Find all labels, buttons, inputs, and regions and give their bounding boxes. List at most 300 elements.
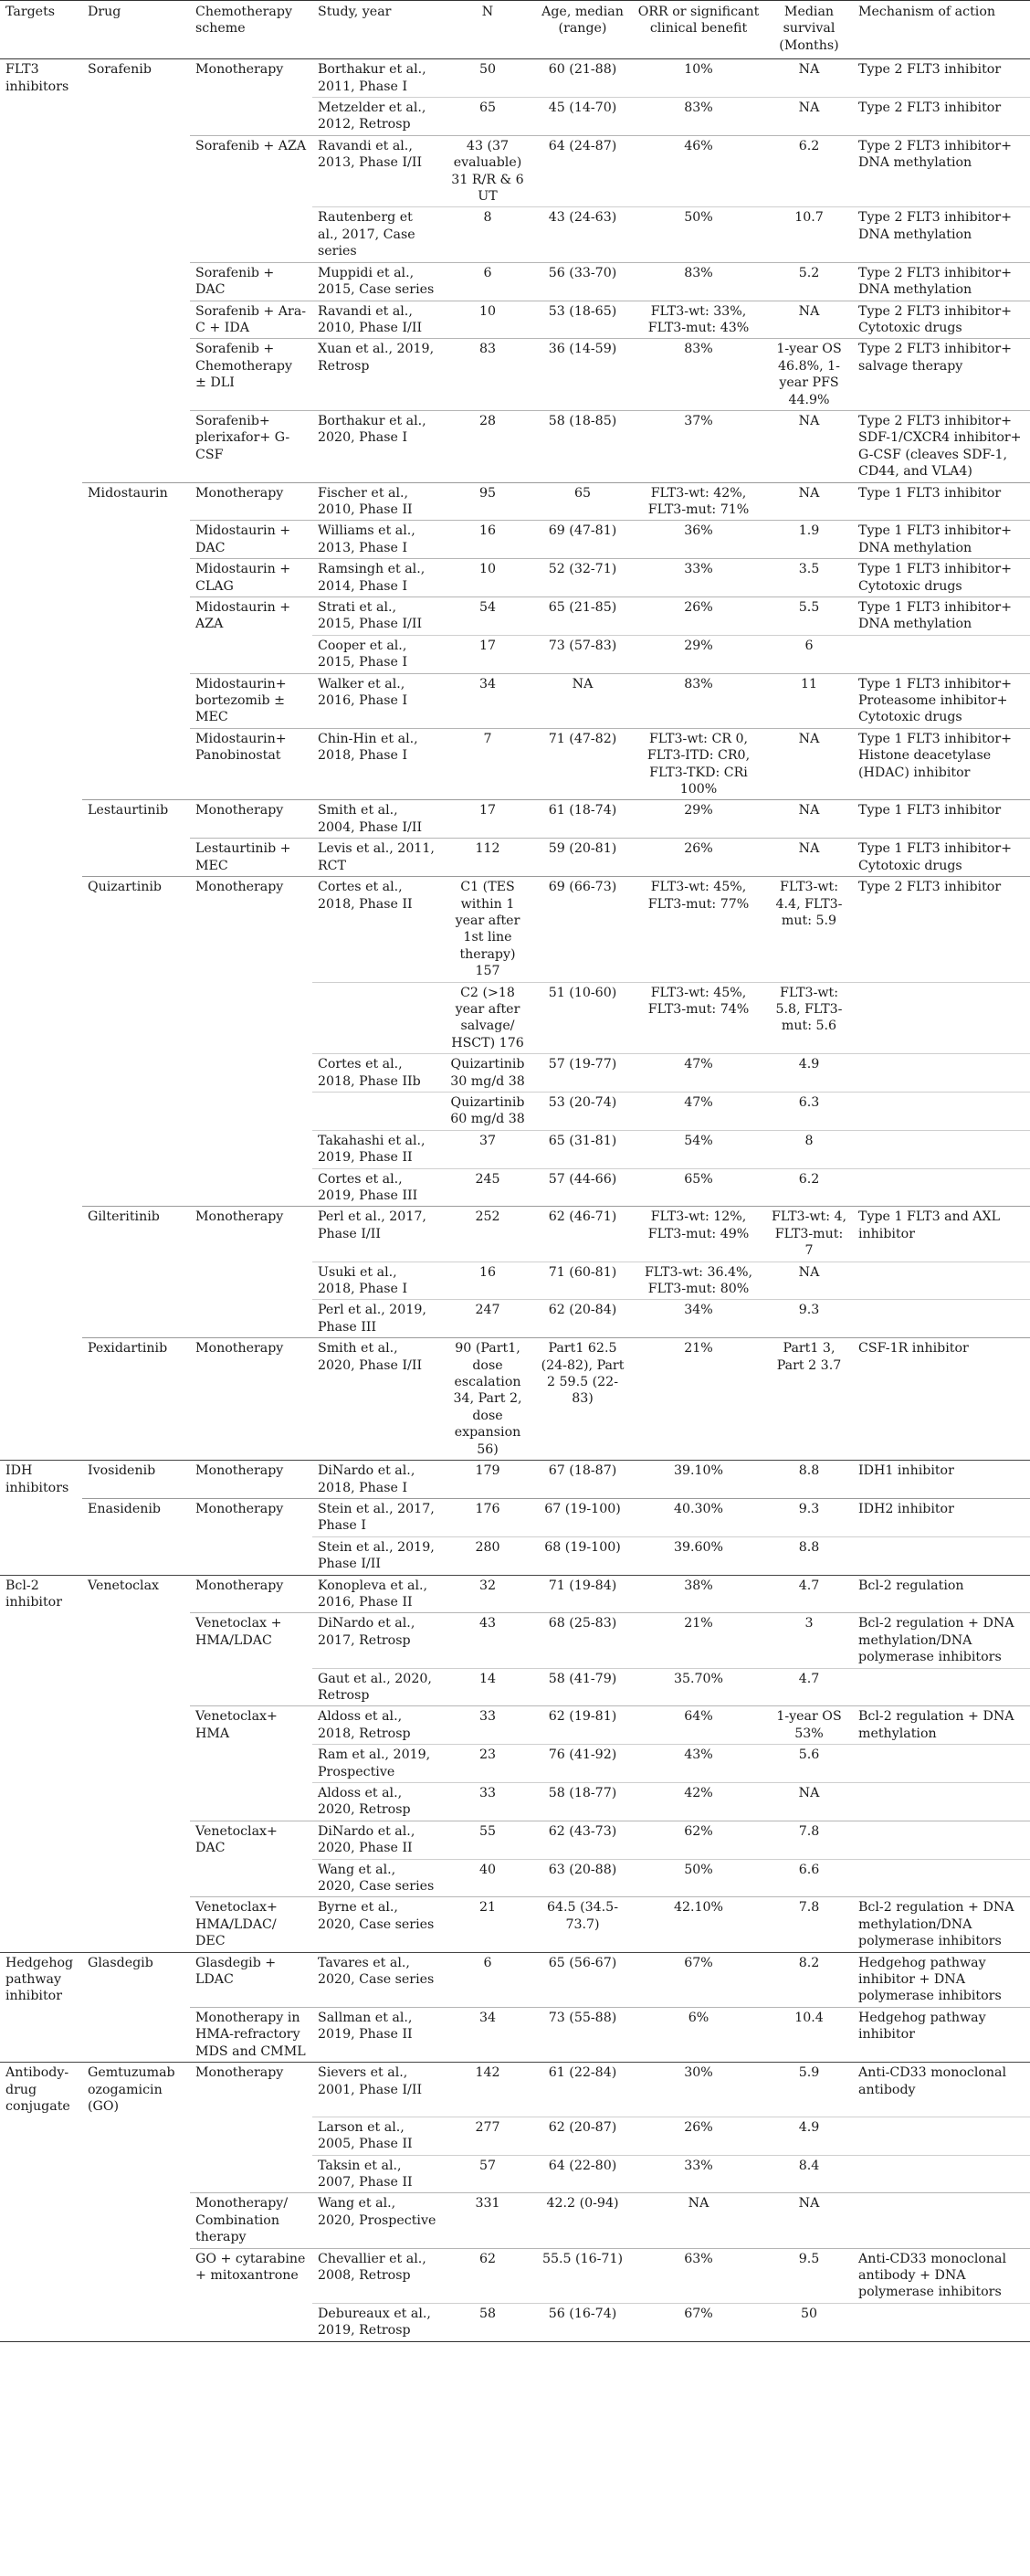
scheme-cell [190, 2303, 312, 2341]
n-cell: 50 [478, 62, 497, 78]
survival-cell: 4.7 [765, 1668, 853, 1706]
age-cell: 65 (56-67) [533, 1952, 632, 2007]
study-cell: Borthakur et al., 2011, Phase I [318, 62, 426, 94]
orr-cell: FLT3-wt: CR 0, FLT3-ITD: CR0, FLT3-TKD: CRi 100% [632, 728, 765, 800]
header-n: N [442, 1, 533, 59]
drug-cell [82, 1745, 190, 1783]
target-cell [0, 1262, 82, 1300]
target-cell [0, 800, 82, 839]
survival-cell: FLT3-wt: 5.8, FLT3-mut: 5.6 [765, 982, 853, 1054]
age-cell: 58 (18-77) [533, 1783, 632, 1821]
study-cell: Xuan et al., 2019, Retrosp [312, 339, 442, 411]
orr-cell: 42% [632, 1783, 765, 1821]
study-cell: Aldoss et al., 2020, Retrosp [312, 1783, 442, 1821]
survival-cell: NA [765, 839, 853, 877]
scheme-cell: Venetoclax+ DAC [190, 1821, 312, 1859]
drug-cell [82, 728, 190, 800]
n-cell: 58 [442, 2303, 533, 2341]
scheme-cell: Sorafenib+ plerixafor+ G-CSF [190, 410, 312, 482]
drug-cell: Quizartinib [82, 877, 190, 982]
table-row [0, 839, 1030, 877]
scheme-cell [190, 1168, 312, 1207]
table-row [0, 1498, 1030, 1536]
table-row [0, 1897, 1030, 1952]
mechanism-cell [853, 1668, 1030, 1706]
age-cell: 64.5 (34.5-73.7) [533, 1897, 632, 1952]
age-cell: 51 (10-60) [533, 982, 632, 1054]
target-cell [0, 482, 82, 521]
scheme-cell: Monotherapy [195, 62, 284, 78]
drug-cell [82, 1168, 190, 1207]
table-row [0, 1130, 1030, 1168]
age-cell: 53 (18-65) [533, 301, 632, 339]
survival-cell: 4.9 [765, 2117, 853, 2155]
scheme-cell [190, 1536, 312, 1575]
orr-cell: 65% [632, 1168, 765, 1207]
age-cell: 64 (24-87) [533, 135, 632, 207]
mechanism-cell: Type 1 FLT3 inhibitor+ Cytotoxic drugs [853, 839, 1030, 877]
scheme-cell [190, 1859, 312, 1897]
drug-cell [82, 98, 190, 136]
table-row [0, 1668, 1030, 1706]
table-row [0, 2303, 1030, 2341]
target-cell [0, 1783, 82, 1821]
target-cell [0, 1821, 82, 1859]
n-cell: 247 [442, 1300, 533, 1338]
orr-cell: 21% [632, 1338, 765, 1461]
study-cell: Fischer et al., 2010, Phase II [312, 482, 442, 521]
target-cell [0, 1092, 82, 1130]
study-cell: Ram et al., 2019, Prospective [312, 1745, 442, 1783]
survival-cell: NA [765, 800, 853, 839]
orr-cell: 21% [632, 1613, 765, 1668]
age-cell: 56 (33-70) [533, 262, 632, 301]
orr-cell: 64% [632, 1706, 765, 1745]
study-cell: DiNardo et al., 2018, Phase I [312, 1461, 442, 1499]
n-cell: 34 [442, 2007, 533, 2062]
age-cell: 62 (20-87) [533, 2117, 632, 2155]
target-cell [0, 2193, 82, 2248]
age-cell: 67 (19-100) [533, 1498, 632, 1536]
drug-cell: Pexidartinib [82, 1338, 190, 1461]
scheme-cell: Monotherapy [190, 800, 312, 839]
scheme-cell: Monotherapy [190, 482, 312, 521]
survival-cell: 10.7 [765, 207, 853, 262]
study-cell: Usuki et al., 2018, Phase I [312, 1262, 442, 1300]
drug-cell [82, 410, 190, 482]
table-row [0, 1952, 1030, 2007]
survival-cell: 6.2 [765, 135, 853, 207]
n-cell: 62 [442, 2248, 533, 2303]
study-cell: Cortes et al., 2019, Phase III [312, 1168, 442, 1207]
study-cell: Stein et al., 2017, Phase I [312, 1498, 442, 1536]
survival-cell: NA [765, 410, 853, 482]
n-cell: 7 [442, 728, 533, 800]
scheme-cell [190, 1092, 312, 1130]
target-cell [0, 98, 82, 136]
drug-cell: Sorafenib [88, 62, 152, 78]
table-row [0, 1613, 1030, 1668]
mechanism-cell [853, 1262, 1030, 1300]
drug-cell: Glasdegib [82, 1952, 190, 2007]
scheme-cell [190, 982, 312, 1054]
orr-cell: 67% [632, 2303, 765, 2341]
age-cell: 68 (25-83) [533, 1613, 632, 1668]
study-cell: Ramsingh et al., 2014, Phase I [312, 559, 442, 597]
scheme-cell [190, 1262, 312, 1300]
orr-cell: 50% [632, 1859, 765, 1897]
scheme-cell: GO + cytarabine + mitoxantrone [190, 2248, 312, 2303]
target-cell [0, 1207, 82, 1262]
mechanism-cell [853, 2193, 1030, 2248]
study-cell: Levis et al., 2011, RCT [312, 839, 442, 877]
orr-cell: 40.30% [632, 1498, 765, 1536]
drug-cell: Lestaurtinib [82, 800, 190, 839]
mechanism-cell: IDH1 inhibitor [853, 1461, 1030, 1499]
drug-cell [82, 982, 190, 1054]
orr-cell: 30% [632, 2063, 765, 2117]
table-row [0, 135, 1030, 207]
study-cell: Ravandi et al., 2010, Phase I/II [312, 301, 442, 339]
survival-cell: NA [765, 1262, 853, 1300]
n-cell: 17 [442, 800, 533, 839]
orr-cell: FLT3-wt: 36.4%, FLT3-mut: 80% [632, 1262, 765, 1300]
survival-cell: Part1 3, Part 2 3.7 [765, 1338, 853, 1461]
age-cell: 73 (55-88) [533, 2007, 632, 2062]
target-cell [0, 339, 82, 411]
target-cell [0, 1613, 82, 1668]
target-cell [0, 559, 82, 597]
drug-cell [82, 521, 190, 559]
target-cell [0, 301, 82, 339]
study-cell: DiNardo et al., 2020, Phase II [312, 1821, 442, 1859]
scheme-cell [190, 1130, 312, 1168]
study-cell: Cooper et al., 2015, Phase I [312, 635, 442, 673]
orr-cell: 37% [632, 410, 765, 482]
survival-cell: 7.8 [765, 1897, 853, 1952]
table-row [0, 1168, 1030, 1207]
n-cell: C1 (TES within 1 year after 1st line therapy) 157 [442, 877, 533, 982]
n-cell: 176 [442, 1498, 533, 1536]
survival-cell: 6.6 [765, 1859, 853, 1897]
mechanism-cell: Type 2 FLT3 inhibitor+ DNA methylation [853, 135, 1030, 207]
n-cell: 43 [442, 1613, 533, 1668]
drug-cell [82, 1783, 190, 1821]
survival-cell: NA [765, 482, 853, 521]
mechanism-cell: IDH2 inhibitor [853, 1498, 1030, 1536]
drug-cell [82, 1092, 190, 1130]
orr-cell: 33% [632, 559, 765, 597]
survival-cell: 5.5 [765, 597, 853, 636]
age-cell: 59 (20-81) [533, 839, 632, 877]
table-row [0, 1054, 1030, 1093]
study-cell: Chin-Hin et al., 2018, Phase I [312, 728, 442, 800]
survival-cell: 8.8 [765, 1461, 853, 1499]
scheme-cell [190, 1054, 312, 1093]
age-cell: 65 (21-85) [533, 597, 632, 636]
drug-cell [82, 339, 190, 411]
study-cell: Taksin et al., 2007, Phase II [312, 2155, 442, 2193]
n-cell: 17 [442, 635, 533, 673]
table-row [0, 1092, 1030, 1130]
target-cell [0, 1668, 82, 1706]
drug-cell [82, 135, 190, 207]
drug-cell [82, 1821, 190, 1859]
mechanism-cell [853, 982, 1030, 1054]
table-row [0, 2117, 1030, 2155]
age-cell: 36 (14-59) [533, 339, 632, 411]
scheme-cell: Midostaurin+ Panobinostat [190, 728, 312, 800]
survival-cell: 3 [765, 1613, 853, 1668]
mechanism-cell [853, 1168, 1030, 1207]
age-cell: 58 (18-85) [533, 410, 632, 482]
drug-cell [82, 2248, 190, 2303]
mechanism-cell: Anti-CD33 monoclonal antibody + DNA polymerase inhibitors [853, 2248, 1030, 2303]
age-cell: Part1 62.5 (24-82), Part 2 59.5 (22-83) [533, 1338, 632, 1461]
target-cell [0, 2117, 82, 2155]
n-cell: 331 [442, 2193, 533, 2248]
study-cell: Aldoss et al., 2018, Retrosp [312, 1706, 442, 1745]
survival-cell: 5.9 [765, 2063, 853, 2117]
age-cell: 62 (20-84) [533, 1300, 632, 1338]
survival-cell: 1-year OS 53% [765, 1706, 853, 1745]
orr-cell: 10% [684, 62, 713, 78]
table-row [0, 301, 1030, 339]
age-cell: 63 (20-88) [533, 1859, 632, 1897]
mechanism-cell: Type 1 FLT3 inhibitor+ Cytotoxic drugs [853, 559, 1030, 597]
orr-cell: FLT3-wt: 12%, FLT3-mut: 49% [632, 1207, 765, 1262]
drug-cell [82, 1613, 190, 1668]
age-cell: 53 (20-74) [533, 1092, 632, 1130]
age-cell: 69 (47-81) [533, 521, 632, 559]
drug-cell [82, 673, 190, 728]
n-cell: 43 (37 evaluable) 31 R/R & 6 UT [442, 135, 533, 207]
mechanism-cell: Type 1 FLT3 inhibitor+ Histone deacetylase (HDAC) inhibitor [853, 728, 1030, 800]
mechanism-cell [853, 1300, 1030, 1338]
study-cell: Debureaux et al., 2019, Retrosp [312, 2303, 442, 2341]
survival-cell: 9.5 [765, 2248, 853, 2303]
drug-cell [82, 2155, 190, 2193]
table-row [0, 877, 1030, 982]
study-cell [312, 982, 442, 1054]
orr-cell: 26% [632, 2117, 765, 2155]
mechanism-cell: Bcl-2 regulation + DNA methylation [853, 1706, 1030, 1745]
scheme-cell: Venetoclax+ HMA/LDAC/ DEC [190, 1897, 312, 1952]
age-cell: 73 (57-83) [533, 635, 632, 673]
n-cell: 33 [442, 1783, 533, 1821]
target-cell [0, 410, 82, 482]
mechanism-cell [853, 1859, 1030, 1897]
n-cell: 112 [442, 839, 533, 877]
mechanism-cell: Type 1 FLT3 and AXL inhibitor [853, 1207, 1030, 1262]
mechanism-cell: Hedgehog pathway inhibitor [853, 2007, 1030, 2062]
study-cell: DiNardo et al., 2017, Retrosp [312, 1613, 442, 1668]
study-cell: Tavares et al., 2020, Case series [312, 1952, 442, 2007]
age-cell: 71 (47-82) [533, 728, 632, 800]
target-cell [0, 135, 82, 207]
target-cell [0, 1168, 82, 1207]
orr-cell: 62% [632, 1821, 765, 1859]
orr-cell: 83% [632, 98, 765, 136]
survival-cell: 5.6 [765, 1745, 853, 1783]
drug-cell: Enasidenib [82, 1498, 190, 1536]
target-cell [0, 207, 82, 262]
orr-cell: 29% [632, 800, 765, 839]
study-cell: Sallman et al., 2019, Phase II [312, 2007, 442, 2062]
drug-cell [82, 262, 190, 301]
scheme-cell: Midostaurin + AZA [190, 597, 312, 636]
mechanism-cell: Type 2 FLT3 inhibitor [853, 98, 1030, 136]
orr-cell: 33% [632, 2155, 765, 2193]
drug-cell [82, 1859, 190, 1897]
mechanism-cell: Bcl-2 regulation [853, 1575, 1030, 1613]
table-row [0, 262, 1030, 301]
mechanism-cell [853, 1130, 1030, 1168]
mechanism-cell [853, 1092, 1030, 1130]
survival-cell: NA [798, 62, 820, 78]
target-cell [0, 728, 82, 800]
orr-cell: FLT3-wt: 42%, FLT3-mut: 71% [632, 482, 765, 521]
scheme-cell: Monotherapy [190, 1338, 312, 1461]
survival-cell: 5.2 [765, 262, 853, 301]
survival-cell: 9.3 [765, 1498, 853, 1536]
header-orr: ORR or significant clinical benefit [632, 1, 765, 59]
orr-cell: 34% [632, 1300, 765, 1338]
orr-cell: 47% [632, 1054, 765, 1093]
survival-cell: FLT3-wt: 4, FLT3-mut: 7 [765, 1207, 853, 1262]
orr-cell: 36% [632, 521, 765, 559]
study-cell: Konopleva et al., 2016, Phase II [312, 1575, 442, 1613]
survival-cell: 1.9 [765, 521, 853, 559]
survival-cell: 50 [765, 2303, 853, 2341]
target-cell [0, 1859, 82, 1897]
mechanism-cell [853, 1745, 1030, 1783]
target-cell [0, 2248, 82, 2303]
n-cell: 179 [442, 1461, 533, 1499]
n-cell: 34 [442, 673, 533, 728]
target-cell [0, 262, 82, 301]
survival-cell: 11 [765, 673, 853, 728]
drug-cell [82, 301, 190, 339]
scheme-cell: Midostaurin+ bortezomib ± MEC [190, 673, 312, 728]
target-cell [0, 635, 82, 673]
table-row [0, 207, 1030, 262]
study-cell [312, 1092, 442, 1130]
age-cell: 61 (18-74) [533, 800, 632, 839]
study-cell: Perl et al., 2019, Phase III [312, 1300, 442, 1338]
scheme-cell: Monotherapy [190, 1461, 312, 1499]
orr-cell: NA [632, 2193, 765, 2248]
age-cell: 62 (46-71) [533, 1207, 632, 1262]
age-cell: 45 (14-70) [533, 98, 632, 136]
orr-cell: 39.10% [632, 1461, 765, 1499]
orr-cell: 46% [632, 135, 765, 207]
scheme-cell: Monotherapy [190, 1498, 312, 1536]
age-cell: 55.5 (16-71) [533, 2248, 632, 2303]
study-cell: Larson et al., 2005, Phase II [312, 2117, 442, 2155]
target-cell [0, 673, 82, 728]
table-row [0, 521, 1030, 559]
scheme-cell: Sorafenib + Ara-C + IDA [190, 301, 312, 339]
target-cell [0, 1897, 82, 1952]
scheme-cell: Monotherapy [190, 1575, 312, 1613]
n-cell: 280 [442, 1536, 533, 1575]
orr-cell: 50% [632, 207, 765, 262]
mechanism-cell: Type 1 FLT3 inhibitor [853, 482, 1030, 521]
table-row [0, 2155, 1030, 2193]
orr-cell: 38% [632, 1575, 765, 1613]
mechanism-cell [853, 2155, 1030, 2193]
drug-cell [82, 597, 190, 636]
drug-cell [82, 1130, 190, 1168]
table-row [0, 1575, 1030, 1613]
study-cell: Smith et al., 2004, Phase I/II [312, 800, 442, 839]
scheme-cell: Monotherapy [190, 1207, 312, 1262]
scheme-cell: Sorafenib + AZA [190, 135, 312, 207]
table-row [0, 1783, 1030, 1821]
target-cell [0, 1300, 82, 1338]
orr-cell: 54% [632, 1130, 765, 1168]
table-row [0, 673, 1030, 728]
age-cell: 57 (19-77) [533, 1054, 632, 1093]
n-cell: 21 [442, 1897, 533, 1952]
mechanism-cell [853, 1783, 1030, 1821]
target-cell: Hedgehog pathway inhibitor [0, 1952, 82, 2007]
orr-cell: 26% [632, 597, 765, 636]
table-row [0, 1745, 1030, 1783]
drug-cell [82, 635, 190, 673]
table-row [0, 2007, 1030, 2062]
orr-cell: 83% [632, 339, 765, 411]
table-row [0, 2063, 1030, 2117]
age-cell: 71 (19-84) [533, 1575, 632, 1613]
mechanism-cell: Type 2 FLT3 inhibitor+ SDF-1/CXCR4 inhibitor+ G-CSF (cleaves SDF-1, CD44, and VLA4) [853, 410, 1030, 482]
age-cell: 65 [533, 482, 632, 521]
target-cell: Bcl-2 inhibitor [0, 1575, 82, 1613]
orr-cell: 29% [632, 635, 765, 673]
drug-cell [82, 1300, 190, 1338]
target-cell [0, 1338, 82, 1461]
n-cell: 8 [442, 207, 533, 262]
study-cell: Ravandi et al., 2013, Phase I/II [312, 135, 442, 207]
target-cell: Antibody-drug conjugate [0, 2063, 82, 2117]
table-row [0, 1859, 1030, 1897]
study-cell: Stein et al., 2019, Phase I/II [312, 1536, 442, 1575]
survival-cell: 10.4 [765, 2007, 853, 2062]
table-row [0, 1207, 1030, 1262]
header-row [0, 1, 1030, 59]
target-cell [0, 1054, 82, 1093]
survival-cell: 6 [765, 635, 853, 673]
study-cell: Cortes et al., 2018, Phase II [312, 877, 442, 982]
table-body [0, 59, 1030, 2341]
table-row [0, 635, 1030, 673]
scheme-cell [190, 1745, 312, 1783]
mechanism-cell: Type 1 FLT3 inhibitor+ Proteasome inhibitor+ Cytotoxic drugs [853, 673, 1030, 728]
orr-cell: 26% [632, 839, 765, 877]
age-cell: 71 (60-81) [533, 1262, 632, 1300]
drug-cell [82, 1054, 190, 1093]
table-row [0, 1461, 1030, 1499]
drug-cell: Gemtuzumab ozogamicin (GO) [82, 2063, 190, 2117]
study-cell: Sievers et al., 2001, Phase I/II [312, 2063, 442, 2117]
survival-cell: 4.7 [765, 1575, 853, 1613]
drug-cell [82, 1536, 190, 1575]
mechanism-cell [853, 1821, 1030, 1859]
drug-cell [82, 1262, 190, 1300]
n-cell: 65 [442, 98, 533, 136]
orr-cell: FLT3-wt: 33%, FLT3-mut: 43% [632, 301, 765, 339]
